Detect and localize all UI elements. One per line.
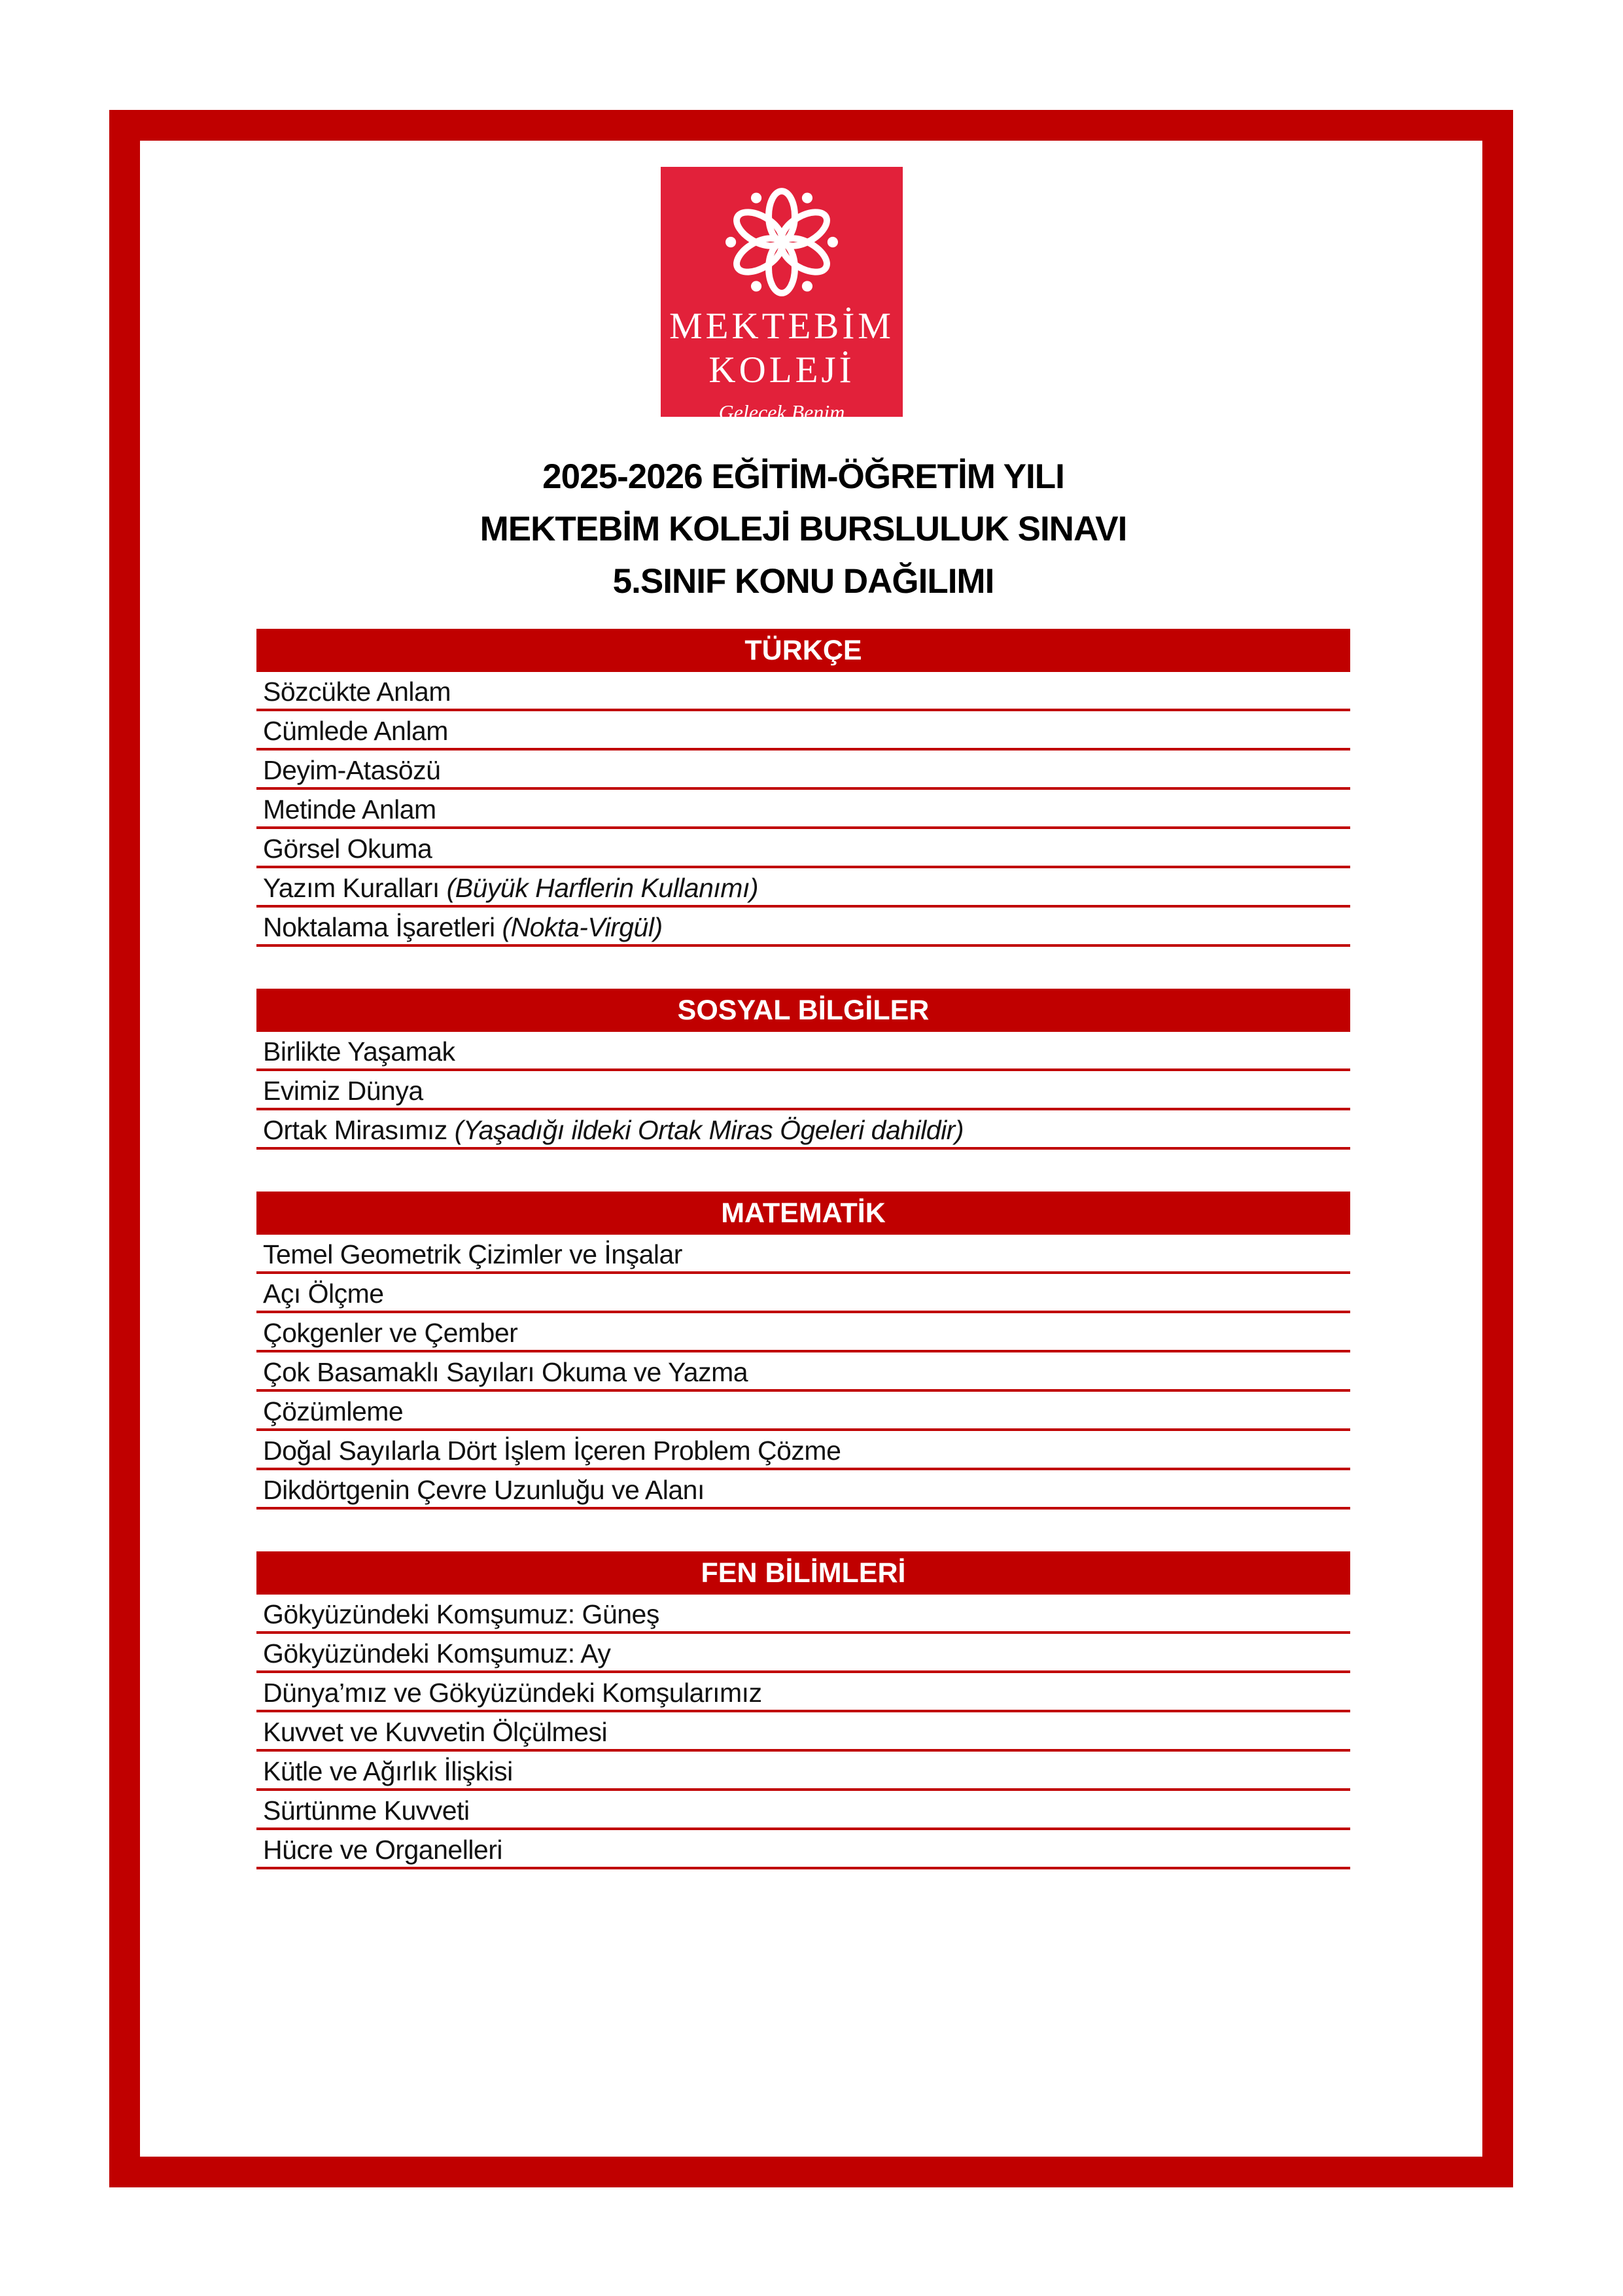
topic-text: Doğal Sayılarla Dört İşlem İçeren Problem Çözme xyxy=(263,1436,841,1466)
topic-row xyxy=(256,908,1350,947)
subject-section xyxy=(256,1551,1350,1869)
topic-row xyxy=(256,868,1350,908)
topic-row xyxy=(256,1791,1350,1830)
topic-text: Yazım Kuralları xyxy=(263,873,447,903)
topic-row xyxy=(256,1712,1350,1752)
topic-text: Deyim-Atasözü xyxy=(263,755,441,785)
topic-text: Sürtünme Kuvveti xyxy=(263,1795,470,1826)
topic-text: Gökyüzündeki Komşumuz: Güneş xyxy=(263,1599,659,1629)
title-line-3: 5.SINIF KONU DAĞILIMI xyxy=(612,562,994,601)
topic-text: Gökyüzündeki Komşumuz: Ay xyxy=(263,1638,611,1669)
logo-name-line2: KOLEJİ xyxy=(708,349,855,391)
topic-text: Temel Geometrik Çizimler ve İnşalar xyxy=(263,1239,682,1269)
topic-row xyxy=(256,1830,1350,1869)
subject-title: MATEMATİK xyxy=(721,1197,886,1229)
topic-row xyxy=(256,1274,1350,1313)
logo-name-line1: MEKTEBİM xyxy=(669,306,894,347)
document-title xyxy=(256,451,1350,608)
topics-list xyxy=(256,1032,1350,1150)
subject-section xyxy=(256,989,1350,1150)
topic-note: (Yaşadığı ildeki Ortak Miras Ögeleri dahildir) xyxy=(454,1115,964,1145)
topic-text: Birlikte Yaşamak xyxy=(263,1036,455,1067)
topic-text: Çokgenler ve Çember xyxy=(263,1318,518,1348)
topic-text: Sözcükte Anlam xyxy=(263,677,451,707)
subject-header xyxy=(256,629,1350,672)
subject-title: TÜRKÇE xyxy=(744,634,862,666)
topic-text: Hücre ve Organelleri xyxy=(263,1835,502,1865)
topic-text: Dünya’mız ve Gökyüzündeki Komşularımız xyxy=(263,1678,762,1708)
topic-row xyxy=(256,1313,1350,1352)
topic-row xyxy=(256,1032,1350,1071)
topic-row xyxy=(256,711,1350,751)
topic-note: (Büyük Harflerin Kullanımı) xyxy=(446,873,758,903)
logo-tagline: Gelecek Benim xyxy=(718,400,845,424)
topic-text: Cümlede Anlam xyxy=(263,716,448,746)
title-line-1: 2025-2026 EĞİTİM-ÖĞRETİM YILI xyxy=(542,457,1064,496)
topic-row xyxy=(256,1752,1350,1791)
topic-row xyxy=(256,1470,1350,1510)
topic-row xyxy=(256,1235,1350,1274)
topic-row xyxy=(256,1352,1350,1392)
content-column xyxy=(256,167,1350,1869)
topic-row xyxy=(256,1673,1350,1712)
topic-row xyxy=(256,1634,1350,1673)
topic-text: Açı Ölçme xyxy=(263,1279,384,1309)
topic-text: Kütle ve Ağırlık İlişkisi xyxy=(263,1756,513,1786)
subject-header xyxy=(256,989,1350,1032)
topic-text: Ortak Mirasımız xyxy=(263,1115,455,1145)
topic-row xyxy=(256,751,1350,790)
subject-section xyxy=(256,1192,1350,1510)
logo-knot-star-icon xyxy=(718,180,846,304)
title-line-2: MEKTEBİM KOLEJİ BURSLULUK SINAVI xyxy=(480,510,1127,548)
topic-text: Çözümleme xyxy=(263,1396,404,1426)
topic-row xyxy=(256,1071,1350,1110)
subject-section xyxy=(256,629,1350,947)
topics-list xyxy=(256,1235,1350,1510)
topic-text: Çok Basamaklı Sayıları Okuma ve Yazma xyxy=(263,1357,748,1387)
topic-row xyxy=(256,790,1350,829)
topic-text: Görsel Okuma xyxy=(263,834,432,864)
topic-text: Kuvvet ve Kuvvetin Ölçülmesi xyxy=(263,1717,608,1747)
subject-header xyxy=(256,1551,1350,1595)
subject-title: SOSYAL BİLGİLER xyxy=(677,994,930,1026)
topics-list xyxy=(256,1595,1350,1869)
topic-row xyxy=(256,829,1350,868)
topic-text: Dikdörtgenin Çevre Uzunluğu ve Alanı xyxy=(263,1475,705,1505)
page-border-frame xyxy=(109,110,1513,2187)
subject-header xyxy=(256,1192,1350,1235)
topic-text: Metinde Anlam xyxy=(263,794,436,824)
topic-row xyxy=(256,1110,1350,1150)
topic-row xyxy=(256,1431,1350,1470)
sections xyxy=(256,629,1350,1869)
subject-title: FEN BİLİMLERİ xyxy=(701,1557,906,1589)
topic-row xyxy=(256,1595,1350,1634)
topics-list xyxy=(256,672,1350,947)
topic-row xyxy=(256,672,1350,711)
topic-row xyxy=(256,1392,1350,1431)
topic-note: (Nokta-Virgül) xyxy=(502,912,663,942)
topic-text: Evimiz Dünya xyxy=(263,1076,423,1106)
school-logo xyxy=(661,167,903,424)
topic-text: Noktalama İşaretleri xyxy=(263,912,502,942)
